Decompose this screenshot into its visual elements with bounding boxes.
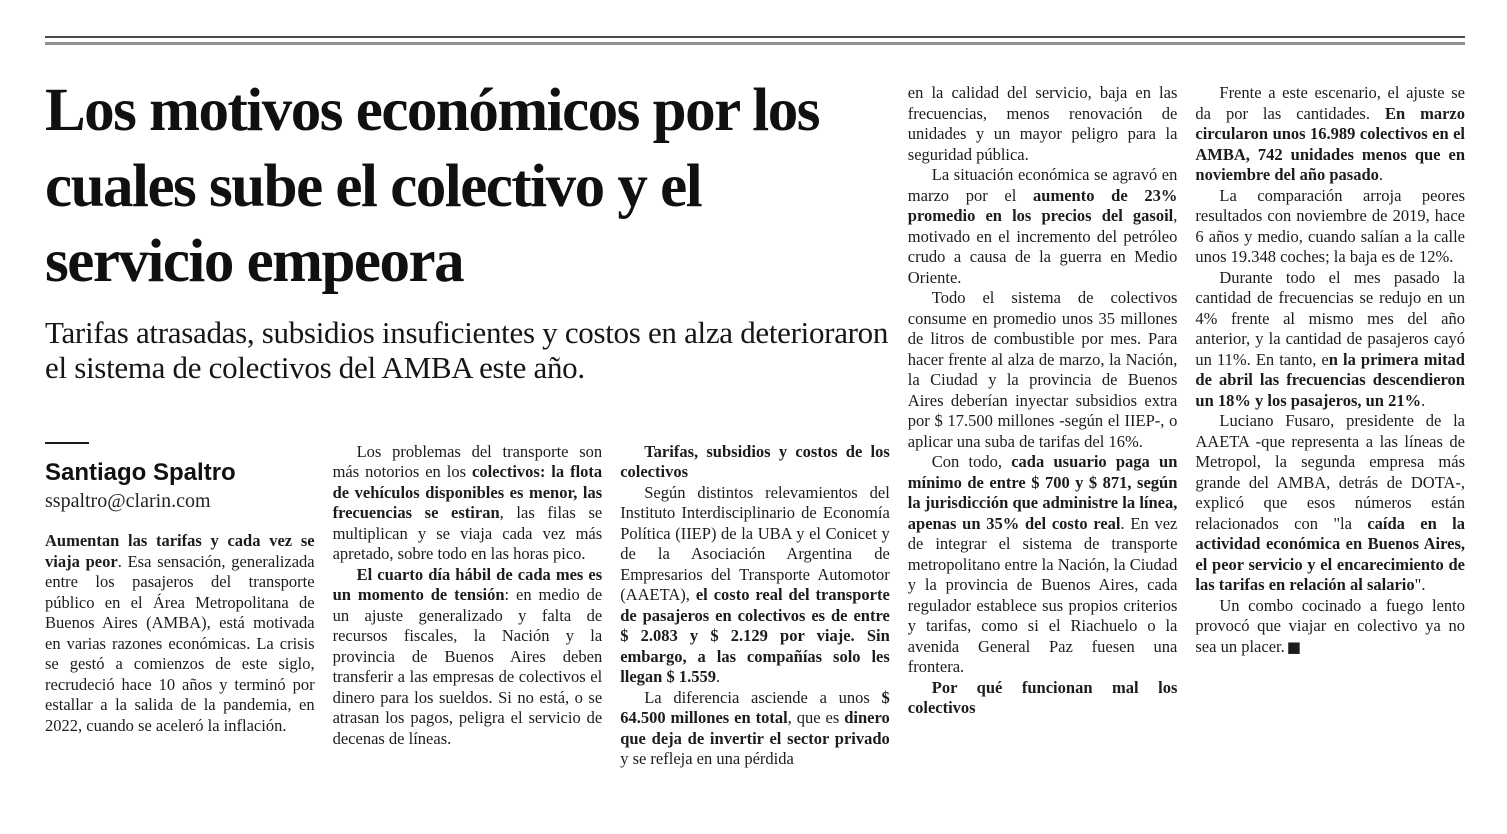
text-run: , motivado en el incremento del petróleo crudo a causa de la guerra en Medio Oriente.: [907, 206, 1178, 287]
top-rule-thin: [45, 36, 1465, 38]
article-paragraph: [333, 565, 603, 750]
text-run: La situación económica se agravó en marzo por el: [907, 165, 1178, 205]
article-subheadline: Tarifas atrasadas, subsidios insuficientes y costos en alza deterioraron el sistema de colectivos del AMBA este año.: [45, 314, 889, 386]
bold-text-run: Tarifas, subsidios y costos de los colectivos: [620, 441, 890, 482]
article-paragraph: [908, 452, 1178, 678]
article-column-2: [333, 442, 603, 770]
text-run: , las filas se multiplican y se viaja cada vez más apretado, sobre todo en las horas pico.: [332, 503, 603, 564]
end-mark: ■: [1286, 637, 1301, 656]
text-run: La comparación arroja peores resultados con noviembre de 2019, hace 6 años y medio, cuando salían a la calle unos 19.348 coches; la baja es de 12%.: [1195, 185, 1465, 266]
article-paragraph: [1195, 411, 1465, 596]
bold-text-run: el costo real del transporte de pasajeros en colectivos es de entre $ 2.083 y $ 2.129 por viaje. Sin embargo, a las compañías solo les llegan $ 1.559: [620, 585, 890, 687]
article-paragraph: [620, 688, 890, 770]
article-paragraph: [908, 165, 1178, 288]
article-paragraph: [1195, 268, 1465, 412]
article-paragraph: [1195, 596, 1465, 658]
bold-text-run: caída en la actividad económica en Buenos Aires, el peor servicio y el encarecimiento de las tarifas en relación al salario: [1195, 513, 1465, 594]
text-run: Un combo cocinado a fuego lento provocó que viajar en colectivo ya no sea un placer.: [1195, 595, 1465, 656]
text-run: Con todo,: [931, 452, 1012, 471]
bold-text-run: El cuarto día hábil de cada mes es un momento de tensión: [332, 564, 603, 605]
article-column-1: [45, 442, 315, 770]
column-1-body: [45, 531, 315, 736]
text-run: : en medio de un ajuste generalizado y falta de recursos fiscales, la Nación y la provincia de Buenos Aires deben transferir a las empresas de colectivos el dinero para los sueldos. Si no está, o se atrasan los pagos, peligra el servicio de decenas de líneas.: [332, 585, 603, 748]
text-run: . En vez de integrar el sistema de transporte metropolitano entre la Nación, la Ciudad y la provincia de Buenos Aires, cada regulador establece sus propios criterios y tarifas, como si el Riachuelo o la avenida General Paz fuesen una frontera.: [907, 513, 1178, 676]
bold-text-run: dinero que deja de invertir el sector privado: [620, 708, 890, 748]
text-run: Durante todo el mes pasado la cantidad de frecuencias se redujo en un 4% frente al mismo mes del año anterior, y la cantidad de pasajeros cayó un 11%. En tanto, e: [1195, 267, 1465, 369]
byline-rule: [45, 442, 89, 444]
bold-text-run: cada usuario paga un mínimo de entre $ 700 y $ 871, según la jurisdicción que administre la línea, apenas un 35% del costo real: [907, 452, 1178, 533]
bold-text-run: Aumentan las tarifas y cada vez se viaja peor: [45, 531, 315, 571]
article-paragraph: [1195, 83, 1465, 186]
article-column-3: [620, 442, 890, 770]
bold-text-run: colectivos: la flota de vehículos disponibles es menor, las frecuencias se estiran: [332, 462, 603, 523]
text-run: . Esa sensación, generalizada entre los pasajeros del transporte público en el Área Metropolitana de Buenos Aires (AMBA), está motivada en varias razones económicas. La crisis se gestó a comienzos de este siglo, recrudeció hace 10 años y terminó por estallar a la salida de la pandemia, en 2022, cuando se aceleró la inflación.: [45, 551, 315, 735]
article-column-4: [908, 45, 1178, 770]
article-paragraph: [620, 442, 890, 483]
text-run: en la calidad del servicio, baja en las frecuencias, menos renovación de unidades y un mayor peligro para la seguridad pública.: [907, 83, 1178, 164]
text-run: Los problemas del transporte son más notorios en los: [332, 441, 603, 482]
article-paragraph: [908, 678, 1178, 719]
text-run: La diferencia asciende a unos: [644, 687, 882, 707]
bold-text-run: En marzo circularon unos 16.989 colectivos en el AMBA, 742 unidades menos que en noviembre del año pasado: [1195, 103, 1466, 184]
text-run: .: [1378, 165, 1384, 184]
text-run: Según distintos relevamientos del Instituto Interdisciplinario de Economía Política (IIEP) de la UBA y el Conicet y de la Asociación Argentina de Empresarios del Transporte Automotor (AAETA),: [620, 482, 890, 605]
text-run: Todo el sistema de colectivos consume en promedio unos 35 millones de litros de combustible por mes. Para hacer frente al alza de marzo, la Nación, la Ciudad y la provincia de Buenos Aires deberían inyectar subsidios extra por $ 17.500 millones -según el IIEP-, o aplicar una suba de tarifas del 16%.: [907, 288, 1178, 451]
text-run: , que es: [787, 708, 845, 728]
text-run: Frente a este escenario, el ajuste se da por las cantidades.: [1195, 83, 1465, 123]
text-run: .: [715, 667, 721, 687]
byline-email: sspaltro@clarin.com: [45, 489, 211, 512]
article-headline: Los motivos económicos por los cuales sube el colectivo y el servicio empeora: [45, 77, 819, 296]
bold-text-run: $ 64.500 millones en total: [620, 687, 890, 728]
text-run: .: [1421, 390, 1426, 410]
article-paragraph: [908, 288, 1178, 452]
text-run: ".: [1414, 575, 1426, 594]
article-layout: [45, 45, 1465, 770]
bold-text-run: aumento de 23% promedio en los precios del gasoil: [907, 185, 1178, 225]
article-paragraph: [45, 531, 315, 736]
byline-author: Santiago Spaltro: [45, 458, 236, 486]
article-column-5: [1195, 45, 1465, 770]
top-rule: [45, 36, 1465, 45]
bold-text-run: n la primera mitad de abril las frecuencias descendieron un 18% y los pasajeros, un 21%: [1195, 349, 1465, 410]
text-run: Luciano Fusaro, presidente de la AAETA -que representa a las líneas de Metropol, la segunda empresa más grande del AMBA, detrás de DOTA-, explicó que esos números están relacionados con "la: [1195, 411, 1465, 533]
byline: [45, 442, 315, 512]
text-run: y se refleja en una pérdida: [620, 749, 794, 769]
article-paragraph: [1195, 186, 1465, 268]
article-paragraph: [620, 483, 890, 688]
bold-text-run: Por qué funcionan mal los colectivos: [907, 677, 1178, 717]
article-paragraph: [908, 83, 1178, 165]
article-paragraph: [333, 442, 603, 565]
